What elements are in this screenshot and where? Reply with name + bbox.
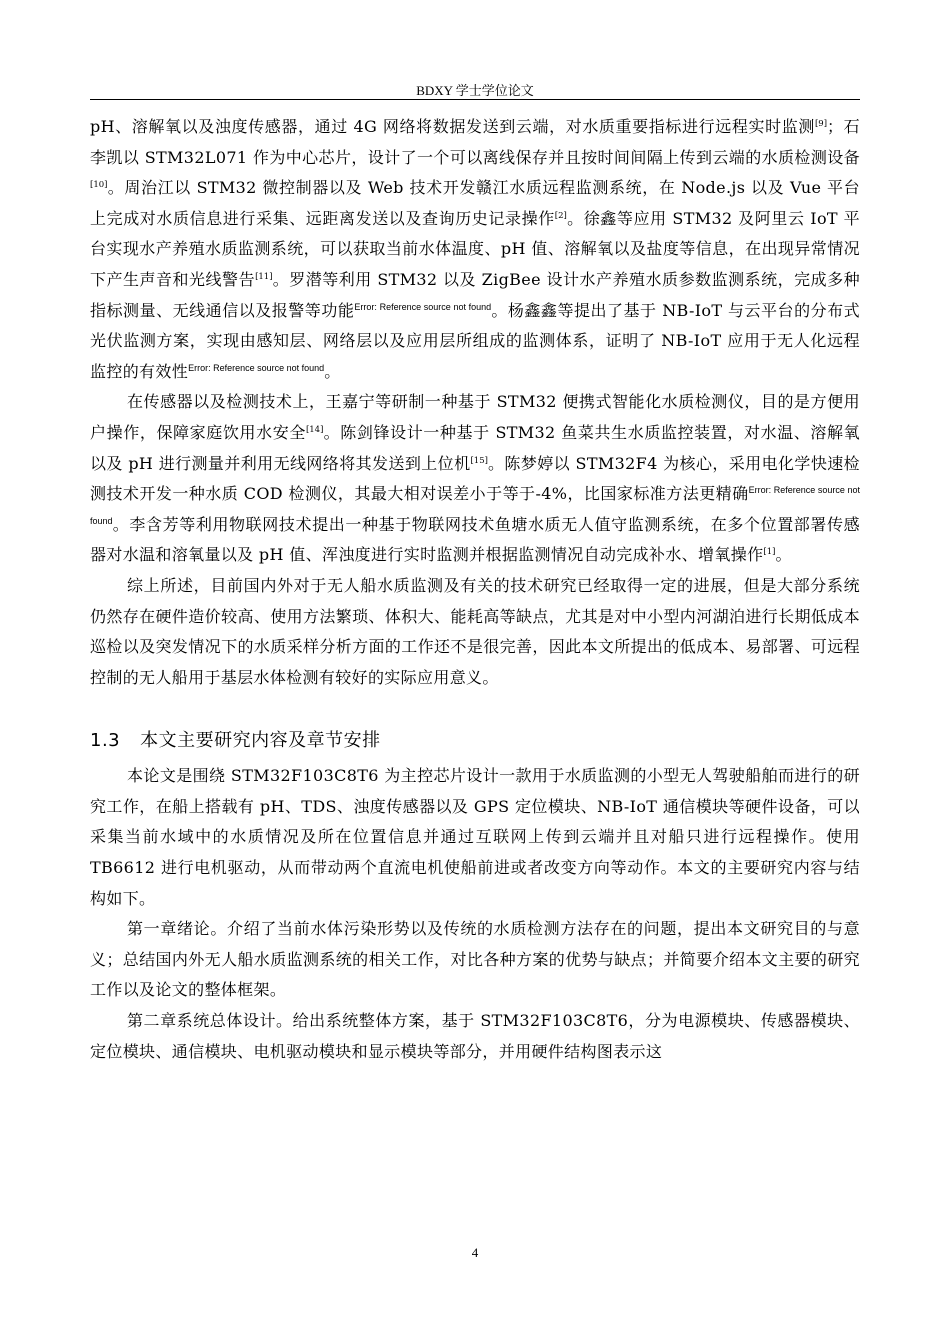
paragraph-text: 。罗潜等利用 STM32 以及 ZigBee 设计水产养殖水质参数监测系统，完成多种指标测量、无线通信以及报警等功能 — [90, 269, 860, 320]
reference-error-marker: Error: Reference source not found — [90, 485, 860, 526]
reference-error-marker: Error: Reference source not found — [354, 301, 492, 312]
paragraph-text: 在传感器以及检测技术上，王嘉宁等研制一种基于 STM32 便携式智能化水质检测仪，目的是方便用户操作，保障家庭饮用水安全 — [90, 392, 860, 442]
running-header: BDXY 学士学位论文 — [416, 83, 534, 98]
paragraph-text: 。 — [324, 361, 341, 381]
paragraph-text: 。徐鑫等应用 STM32 及阿里云 IoT 平台实现水产养殖水质监测系统，可以获取当前水体温度、pH 值、溶解氧以及盐度等信息，在出现异常情况下产生声音和光线警告 — [90, 208, 860, 289]
paragraph-text: 。陈梦婷以 STM32F4 为核心，采用电化学快速检测技术开发一种水质 COD 检测仪，其最大相对误差小于等于-4%，比国家标准方法更精确 — [90, 453, 860, 504]
page-number: 4 — [471, 1245, 479, 1260]
paragraph — [90, 761, 860, 914]
page-body — [90, 112, 860, 1067]
paragraph — [90, 387, 860, 571]
reference-error-marker: Error: Reference source not found — [188, 362, 325, 373]
paragraph-text: 。 — [775, 545, 792, 565]
paragraph-text: ；石李凯以 STM32L071 作为中心芯片，设计了一个可以离线保存并且按时间间隔上传到云端的水质检测设备 — [90, 117, 860, 167]
paragraph-text: 第二章系统总体设计。给出系统整体方案，基于 STM32F103C8T6，分为电源模块、传感器模块、定位模块、通信模块、电机驱动模块和显示模块等部分，并用硬件结构图表示这 — [90, 1011, 860, 1061]
paragraph — [90, 112, 860, 387]
paragraph-text: 第一章绪论。介绍了当前水体污染形势以及传统的水质检测方法存在的问题，提出本文研究目的与意义；总结国内外无人船水质监测系统的相关工作，对比各种方案的优势与缺点；并简要介绍本文主要的研究工作以及论文的整体框架。 — [90, 919, 860, 1000]
paragraph-text: 。陈剑锋设计一种基于 STM32 鱼菜共生水质监控装置，对水温、溶解氧以及 pH 进行测量并利用无线网络将其发送到上位机 — [90, 422, 860, 473]
paragraph — [90, 1006, 860, 1067]
paragraph — [90, 571, 860, 693]
citation-marker: [15] — [470, 455, 488, 466]
citation-marker: [1] — [763, 547, 776, 558]
citation-marker: [9] — [814, 119, 828, 129]
section-heading — [90, 727, 860, 755]
paragraph-text: 。杨鑫鑫等提出了基于 NB-IoT 与云平台的分布式光伏监测方案，实现由感知层、网络层以及应用层所组成的监测体系，证明了 NB-IoT 应用于无人化远程监控的有效性 — [90, 300, 861, 381]
citation-marker: [2] — [554, 210, 567, 221]
paragraph-text: pH、溶解氧以及浊度传感器，通过 4G 网络将数据发送到云端，对水质重要指标进行远程实时监测 — [90, 117, 815, 136]
header-rule — [90, 99, 860, 100]
paragraph-text: 综上所述，目前国内外对于无人船水质监测及有关的技术研究已经取得一定的进展，但是大部分系统仍然存在硬件造价较高、使用方法繁琐、体积大、能耗高等缺点，尤其是对中小型内河湖泊进行长期低成本巡检以及突发情况下的水质采样分析方面的工作还不是很完善，因此本文所提出的低成本、易部署、可远程控制的无人船用于基层水体检测有较好的实际应用意义。 — [90, 575, 860, 687]
section-number: 1.3 — [90, 730, 121, 752]
intro-paragraphs — [90, 112, 860, 693]
paragraph-text: 本论文是围绕 STM32F103C8T6 为主控芯片设计一款用于水质监测的小型无人驾驶船舶而进行的研究工作，在船上搭载有 pH、TDS、浊度传感器以及 GPS 定位模块、NB-IoT 通信模块等硬件设备，可以采集当前水域中的水质情况及所在位置信息并通过互联网上传到云端并且对船只进行远程操作。使用 TB6612 进行电机驱动，从而带动两个直流电机使船前进或者改变方向等动作。本文的主要研究内容与结构如下。 — [90, 766, 860, 908]
section-title: 本文主要研究内容及章节安排 — [140, 730, 381, 752]
paragraph-text: 。李含芳等利用物联网技术提出一种基于物联网技术鱼塘水质无人值守监测系统，在多个位置部署传感器对水温和溶氧量以及 pH 值、浑浊度进行实时监测并根据监测情况自动完成补水、增氧操作 — [90, 514, 860, 565]
citation-marker: [10] — [90, 180, 108, 191]
paragraph — [90, 914, 860, 1006]
paragraph-text: 。周治江以 STM32 微控制器以及 Web 技术开发赣江水质远程监测系统，在 Node.js 以及 Vue 平台上完成对水质信息进行采集、远距离发送以及查询历史记录操作 — [90, 178, 860, 228]
citation-marker: [11] — [255, 271, 273, 282]
section-paragraphs — [90, 761, 860, 1067]
citation-marker: [14] — [305, 424, 324, 435]
